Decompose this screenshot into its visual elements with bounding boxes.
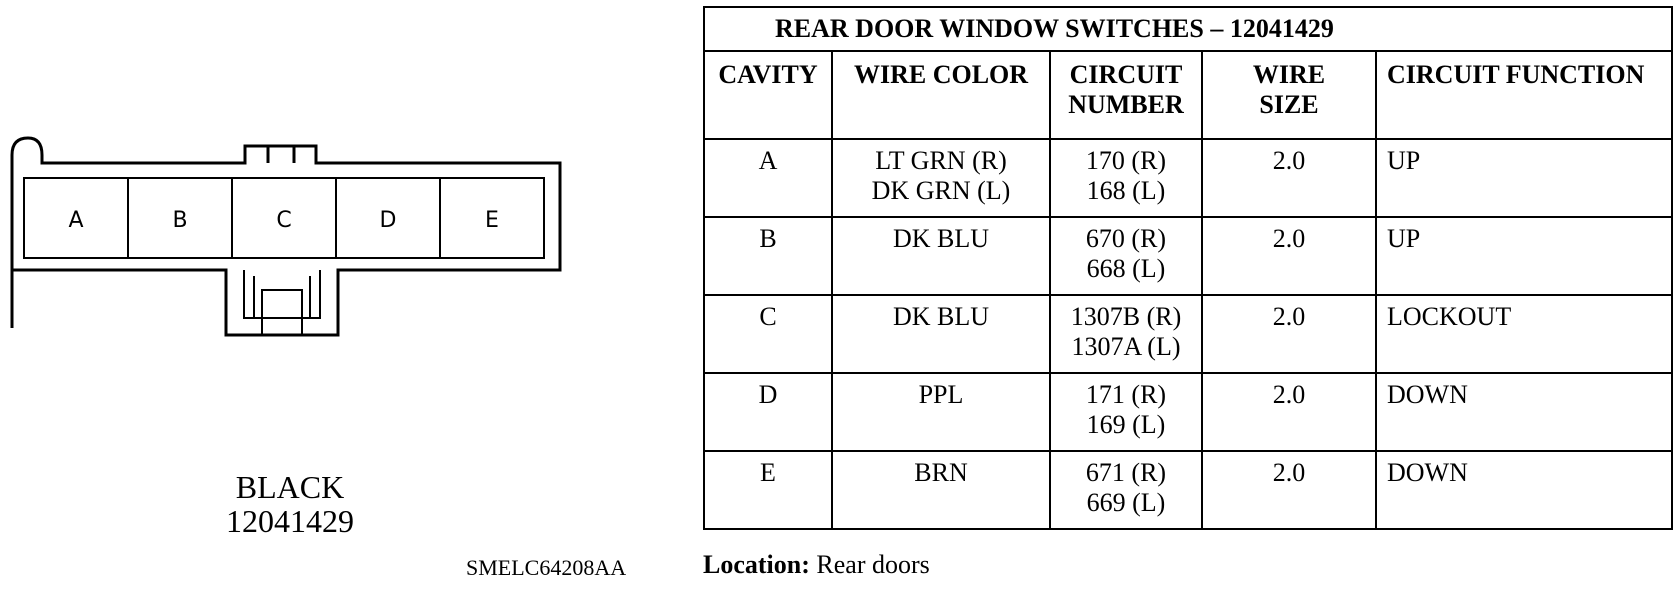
cell-wire-color [832,217,1050,295]
header-line: SIZE [1259,90,1319,119]
header-wire-color: WIRE COLOR [832,51,1050,139]
cell-wire-size: 2.0 [1202,139,1376,217]
cell-wire-color [832,373,1050,451]
cell-wire-color [832,139,1050,217]
pinout-table [703,6,1673,530]
header-line: NUMBER [1068,90,1184,119]
table-row [704,295,1672,373]
header-circuit-function: CIRCUIT FUNCTION [1376,51,1672,139]
cell-cavity: D [704,373,832,451]
cell-circuit-function: UP [1376,139,1672,217]
cell-cavity: A [704,139,832,217]
cell-line: 670 (R) [1085,224,1167,253]
table-row [704,373,1672,451]
cell-line: LT GRN (R) [875,146,1007,175]
cell-line: 170 (R) [1085,146,1167,175]
cavity-label-b: B [172,208,188,233]
cell-circuit-number [1050,373,1202,451]
cell-line: BRN [914,458,968,487]
cell-line: PPL [918,380,964,409]
cell-circuit-number [1050,295,1202,373]
table-row [704,451,1672,529]
cell-circuit-function: LOCKOUT [1376,295,1672,373]
header-cavity: CAVITY [704,51,832,139]
header-circuit-number [1050,51,1202,139]
cell-line: 668 (L) [1086,254,1166,283]
location-value: Rear doors [816,550,930,579]
cell-wire-color [832,451,1050,529]
cell-circuit-number [1050,139,1202,217]
table-row [704,217,1672,295]
cell-line: 669 (L) [1086,488,1166,517]
cell-line: DK BLU [892,302,990,331]
cell-line: DK BLU [892,224,990,253]
cavity-label-e: E [485,208,499,233]
location-note [703,550,930,580]
cell-line: 1307B (R) [1070,302,1182,331]
cell-wire-size: 2.0 [1202,373,1376,451]
connector-lock [244,270,320,318]
cell-wire-size: 2.0 [1202,295,1376,373]
connector-part-number: 12041429 [226,503,354,539]
cavity-label-d: D [379,208,397,233]
cell-line: 1307A (L) [1071,332,1181,361]
cavity-label-a: A [68,208,84,233]
cell-circuit-function: DOWN [1376,451,1672,529]
table-row [704,139,1672,217]
cell-cavity: C [704,295,832,373]
cell-wire-color [832,295,1050,373]
cell-wire-size: 2.0 [1202,217,1376,295]
table-title: REAR DOOR WINDOW SWITCHES – 12041429 [704,7,1672,51]
cell-line: 169 (L) [1086,410,1166,439]
cell-cavity: B [704,217,832,295]
cell-line: 671 (R) [1085,458,1167,487]
header-wire-size [1202,51,1376,139]
cell-circuit-function: DOWN [1376,373,1672,451]
cavity-label-c: C [276,208,292,233]
header-line: CIRCUIT [1069,60,1183,89]
cell-circuit-number [1050,451,1202,529]
connector-color: BLACK [235,469,345,505]
connector-outline [12,138,560,335]
cell-line: 171 (R) [1085,380,1167,409]
cell-line: 168 (L) [1086,176,1166,205]
cell-circuit-number [1050,217,1202,295]
cell-cavity: E [704,451,832,529]
location-label: Location: [703,550,810,579]
connector-diagram [0,130,600,370]
cell-line: DK GRN (L) [871,176,1011,205]
cell-circuit-function: UP [1376,217,1672,295]
header-line: WIRE [1252,60,1326,89]
diagram-code: SMELC64208AA [466,555,627,580]
cell-wire-size: 2.0 [1202,451,1376,529]
